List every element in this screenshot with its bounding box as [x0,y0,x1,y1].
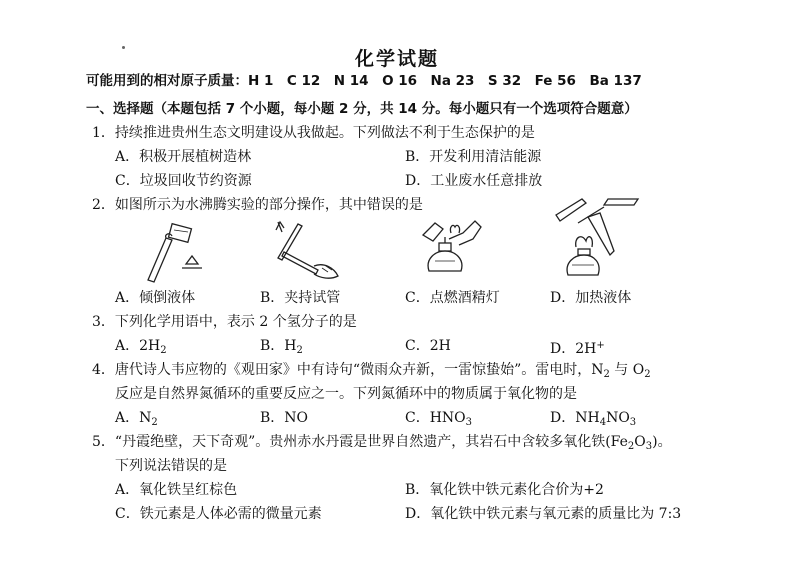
question-3-option-b: B．$H_2$ [260,338,303,356]
question-1-option-b: B．开发利用清洁能源 [405,149,542,165]
question-5-stem-line1: 5．“丹霞绝壁，天下奇观”。贵州赤水丹霞是世界自然遗产，其岩石中含较多氧化铁$(Fe_2O_3)$。 [92,434,672,452]
question-2-option-a: A．倾倒液体 [115,290,196,306]
question-3-option-a: A．$2H_2$ [115,338,167,356]
question-2-stem: 2．如图所示为水沸腾实验的部分操作，其中错误的是 [92,197,423,213]
question-1-option-d: D．工业废水任意排放 [405,173,543,189]
section-header: 一、选择题（本题包括 7 个小题，每小题 2 分，共 14 分。每小题只有一个选项符合题意） [86,101,638,117]
scan-speck [122,46,125,49]
question-5-option-b: B．氧化铁中铁元素化合价为+2 [405,482,604,498]
question-4-option-b: B．NO [260,410,309,426]
question-4-option-c: C．$HNO_3$ [405,410,473,428]
question-4-option-d: D．$NH_4NO_3$ [550,410,637,428]
question-2-option-c: C．点燃酒精灯 [405,290,500,306]
pouring-liquid-figure [140,218,210,286]
question-2-option-d: D．加热液体 [550,290,632,306]
question-5-option-c: C．铁元素是人体必需的微量元素 [115,506,322,522]
question-2-option-b: B．夹持试管 [260,290,341,306]
question-3-option-c: C．2H [405,338,451,354]
question-1-stem: 1．持续推进贵州生态文明建设从我做起。下列做法不利于生态保护的是 [92,125,535,141]
heating-liquid-figure [548,193,648,285]
test-tube-holder-figure [268,218,348,286]
question-4-option-a: A．$N_2$ [115,410,158,428]
question-1-option-a: A．积极开展植树造林 [115,149,252,165]
alcohol-lamp-lighting-figure [415,215,490,287]
page-title: 化学试题 [354,48,439,70]
question-4-stem-line1: 4．唐代诗人韦应物的《观田家》中有诗句“微雨众卉新，一雷惊蛰始”。雷电时，$N_2$ 与 $O_2$ [92,362,651,380]
question-3-stem: 3．下列化学用语中，表示 2 个氢分子的是 [92,314,357,330]
atomic-masses-line: 可能用到的相对原子质量：H 1 C 12 N 14 O 16 Na 23 S 32 Fe 56 Ba 137 [86,73,642,89]
question-5-option-d: D．氧化铁中铁元素与氧元素的质量比为 7:3 [405,506,682,522]
question-4-stem-line2: 反应是自然界氮循环的重要反应之一。下列氮循环中的物质属于氧化物的是 [115,386,577,402]
question-5-option-a: A．氧化铁呈红棕色 [115,482,238,498]
question-1-option-c: C．垃圾回收节约资源 [115,173,252,189]
question-3-option-d: D．2H+ [550,340,605,357]
question-5-stem-line2: 下列说法错误的是 [115,458,227,474]
